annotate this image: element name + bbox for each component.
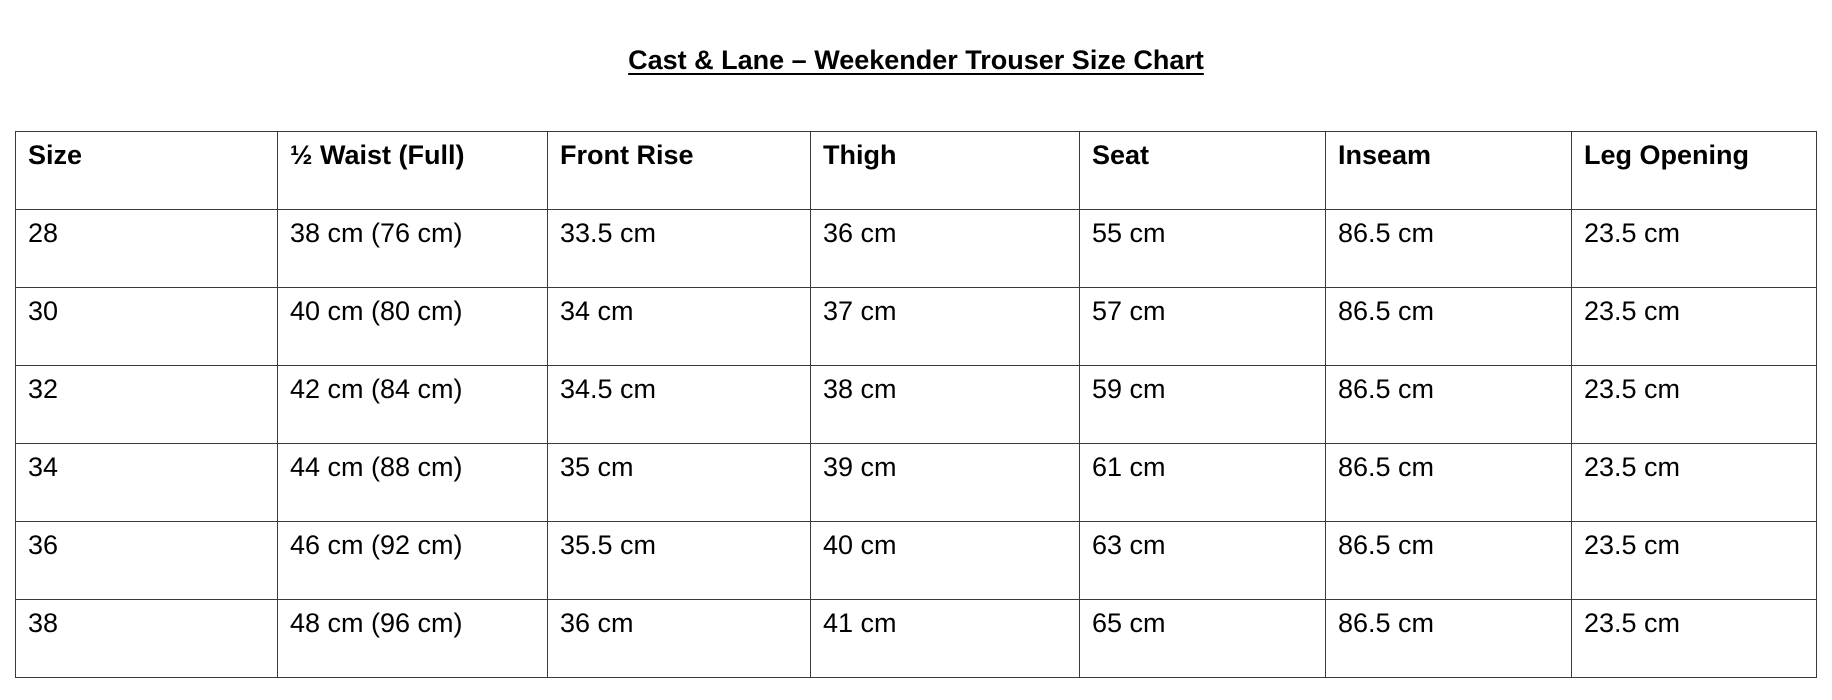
column-header-seat: Seat [1080,132,1326,210]
cell-front-rise: 36 cm [548,600,811,678]
cell-thigh: 37 cm [811,288,1080,366]
size-chart-table [15,131,1817,678]
cell-inseam: 86.5 cm [1326,366,1572,444]
table-row [16,366,1817,444]
cell-size: 34 [16,444,278,522]
cell-front-rise: 35 cm [548,444,811,522]
cell-inseam: 86.5 cm [1326,444,1572,522]
cell-size: 38 [16,600,278,678]
page-title: Cast & Lane – Weekender Trouser Size Chart [628,45,1204,75]
cell-inseam: 86.5 cm [1326,210,1572,288]
cell-seat: 57 cm [1080,288,1326,366]
cell-front-rise: 34 cm [548,288,811,366]
cell-front-rise: 34.5 cm [548,366,811,444]
cell-size: 28 [16,210,278,288]
cell-seat: 63 cm [1080,522,1326,600]
table-header-row [16,132,1817,210]
cell-front-rise: 35.5 cm [548,522,811,600]
table-row [16,210,1817,288]
cell-thigh: 36 cm [811,210,1080,288]
cell-leg-opening: 23.5 cm [1572,366,1817,444]
cell-half-waist: 48 cm (96 cm) [278,600,548,678]
cell-seat: 65 cm [1080,600,1326,678]
cell-inseam: 86.5 cm [1326,288,1572,366]
table-row [16,522,1817,600]
cell-thigh: 38 cm [811,366,1080,444]
cell-thigh: 41 cm [811,600,1080,678]
cell-seat: 55 cm [1080,210,1326,288]
column-header-thigh: Thigh [811,132,1080,210]
cell-seat: 61 cm [1080,444,1326,522]
column-header-leg-opening: Leg Opening [1572,132,1817,210]
column-header-inseam: Inseam [1326,132,1572,210]
cell-half-waist: 46 cm (92 cm) [278,522,548,600]
cell-front-rise: 33.5 cm [548,210,811,288]
column-header-half-waist: ½ Waist (Full) [278,132,548,210]
table-row [16,288,1817,366]
cell-seat: 59 cm [1080,366,1326,444]
cell-half-waist: 40 cm (80 cm) [278,288,548,366]
cell-half-waist: 38 cm (76 cm) [278,210,548,288]
cell-size: 36 [16,522,278,600]
cell-leg-opening: 23.5 cm [1572,444,1817,522]
cell-thigh: 39 cm [811,444,1080,522]
cell-inseam: 86.5 cm [1326,522,1572,600]
cell-thigh: 40 cm [811,522,1080,600]
cell-half-waist: 42 cm (84 cm) [278,366,548,444]
cell-leg-opening: 23.5 cm [1572,288,1817,366]
cell-inseam: 86.5 cm [1326,600,1572,678]
table-row [16,444,1817,522]
column-header-size: Size [16,132,278,210]
cell-leg-opening: 23.5 cm [1572,600,1817,678]
cell-size: 30 [16,288,278,366]
column-header-front-rise: Front Rise [548,132,811,210]
cell-size: 32 [16,366,278,444]
cell-leg-opening: 23.5 cm [1572,210,1817,288]
table-row [16,600,1817,678]
cell-half-waist: 44 cm (88 cm) [278,444,548,522]
cell-leg-opening: 23.5 cm [1572,522,1817,600]
